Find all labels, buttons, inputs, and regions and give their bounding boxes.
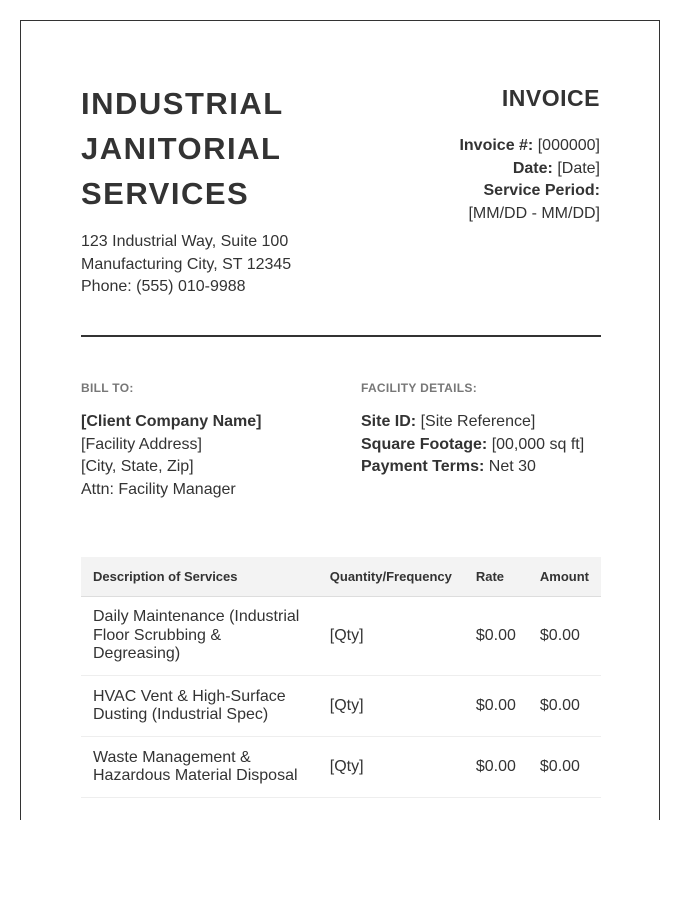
service-description: HVAC Vent & High-Surface Dusting (Industrial Spec) bbox=[81, 676, 318, 737]
bill-to-label: BILL TO: bbox=[81, 381, 134, 395]
service-period-row bbox=[459, 180, 600, 203]
invoice-title: INVOICE bbox=[501, 85, 600, 111]
service-rate: $0.00 bbox=[464, 737, 528, 798]
service-amount: $0.00 bbox=[528, 737, 601, 798]
header-quantity: Quantity/Frequency bbox=[318, 557, 464, 597]
service-period-label: Service Period: bbox=[483, 182, 600, 199]
invoice-meta bbox=[459, 135, 600, 225]
site-id-row bbox=[361, 411, 584, 434]
client-company-name: [Client Company Name] bbox=[81, 413, 262, 430]
invoice-number-row bbox=[459, 135, 600, 158]
payment-terms-label: Payment Terms: bbox=[361, 458, 485, 475]
company-name-line: JANITORIAL bbox=[81, 131, 282, 166]
service-quantity: [Qty] bbox=[318, 737, 464, 798]
company-name-line: SERVICES bbox=[81, 176, 250, 211]
attention-line: Attn: Facility Manager bbox=[81, 480, 236, 498]
header-rate: Rate bbox=[464, 557, 528, 597]
facility-details-block bbox=[361, 411, 584, 479]
service-amount: $0.00 bbox=[528, 597, 601, 676]
header-amount: Amount bbox=[528, 557, 601, 597]
table-row bbox=[81, 676, 601, 737]
service-rate: $0.00 bbox=[464, 597, 528, 676]
company-address bbox=[81, 231, 291, 299]
service-amount: $0.00 bbox=[528, 676, 601, 737]
services-table bbox=[81, 557, 601, 798]
invoice-date-row bbox=[459, 158, 600, 181]
city-state-zip: [City, State, Zip] bbox=[81, 458, 194, 475]
invoice-page bbox=[20, 20, 660, 820]
invoice-date-label: Date: bbox=[512, 159, 553, 177]
header-description: Description of Services bbox=[81, 557, 318, 597]
facility-details-label: FACILITY DETAILS: bbox=[361, 381, 477, 395]
facility-address: [Facility Address] bbox=[81, 435, 202, 453]
table-row bbox=[81, 597, 601, 676]
company-name bbox=[81, 81, 341, 216]
company-address-line: 123 Industrial Way, Suite 100 bbox=[81, 233, 289, 250]
square-footage-row bbox=[361, 434, 584, 457]
invoice-number-value: [000000] bbox=[537, 137, 600, 154]
payment-terms-row bbox=[361, 456, 584, 479]
square-footage-label: Square Footage: bbox=[361, 435, 488, 453]
header-divider bbox=[81, 335, 601, 337]
site-id-value: [Site Reference] bbox=[420, 413, 536, 430]
company-name-line: INDUSTRIAL bbox=[81, 86, 284, 121]
service-period-value: [MM/DD - MM/DD] bbox=[468, 204, 600, 222]
company-phone: Phone: (555) 010-9988 bbox=[81, 278, 246, 295]
square-footage-value: [00,000 sq ft] bbox=[491, 435, 585, 453]
bill-to-block bbox=[81, 411, 261, 501]
company-address-line: Manufacturing City, ST 12345 bbox=[81, 255, 292, 273]
invoice-number-label: Invoice #: bbox=[459, 137, 534, 154]
service-description: Waste Management & Hazardous Material Disposal bbox=[81, 737, 318, 798]
service-quantity: [Qty] bbox=[318, 676, 464, 737]
site-id-label: Site ID: bbox=[361, 413, 417, 430]
service-rate: $0.00 bbox=[464, 676, 528, 737]
table-header-row bbox=[81, 557, 601, 597]
payment-terms-value: Net 30 bbox=[488, 458, 536, 475]
invoice-date-value: [Date] bbox=[557, 159, 600, 177]
table-row bbox=[81, 737, 601, 798]
service-quantity: [Qty] bbox=[318, 597, 464, 676]
service-description: Daily Maintenance (Industrial Floor Scrubbing & Degreasing) bbox=[81, 597, 318, 676]
